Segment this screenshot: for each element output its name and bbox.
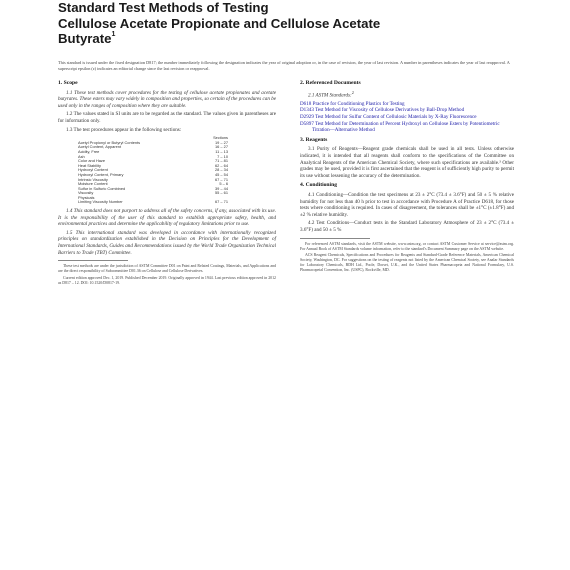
right-column [300,80,514,275]
procedure-sections: 16 – 27 [215,144,228,150]
procedure-sections: 71 – 81 [215,158,228,164]
scope-heading: 1. Scope [58,80,78,86]
procedure-name: Physicals [78,194,95,200]
reference-item [300,121,514,134]
title-line-3 [58,31,528,47]
procedures-table [78,136,228,205]
conditioning-paragraph-2: 4.2 Test Conditions—Conduct tests in the Standard Laboratory Atmosphere of 23 ± 2°C (73.4 ± 3.6°F) and 50 ± 5 % [300,220,514,233]
title-line-1: Standard Test Methods of Testing [58,0,269,15]
left-column [58,80,276,287]
footnote-astm-website: For referenced ASTM standards, visit the ASTM website, www.astm.org, or contact ASTM Customer Service at service@astm.org. For Annual Book of ASTM Standards volume information, refer to the standard's Document Summary page on the ASTM website. [300,241,514,251]
references-heading: 2. Referenced Documents [300,80,361,86]
footnote-acs-reagents: ACS Reagent Chemicals, Specifications and Procedures for Reagents and Standard-Grade Reference Materials, American Chemical Society, Washington, DC. For suggestions on the testing of reagents not listed by the American Chemical Society, see Analar Standards for Laboratory Chemicals, BDH Ltd., Poole, Dorset, U.K., and the United States Pharmacopeia and National Formulary, U.S. Pharmacopeial Convention, Inc. (USPC), Rockville, MD. [300,253,514,273]
procedure-name: Acidity, Free [78,148,100,154]
designation-notice: This standard is issued under the fixed designation D817; the number immediately following the designation indicates the year of original adoption or, in the case of revision, the year of last revision. A number in parentheses indicates the year of last reapproval. A superscript epsilon (ε) indicates an editorial change since the last revision or reapproval. [58,60,510,71]
procedure-name: Heat Stability [78,162,101,168]
procedure-name: Acetyl Content, Apparent [78,144,122,150]
references-intro-text: 2.1 ASTM Standards: [308,92,352,99]
reference-title-link[interactable]: Test Method for Viscosity of Cellulose Derivatives by Ball-Drop Method [315,107,465,114]
procedure-name: Acetyl Propionyl or Butyryl Contents [78,139,141,145]
footnote-jurisdiction: These test methods are under the jurisdiction of ASTM Committee D01 on Paint and Related Coatings, Materials, and Applications and are the direct responsibility of Subcommittee D01.36 on Cellulose and Cellulose Derivatives. [58,264,276,274]
references-intro [300,90,514,99]
reference-number-link[interactable]: D1343 [300,107,314,114]
procedures-table-body [78,141,228,205]
procedure-name: Viscosity [78,190,94,196]
procedure-name: Hydroxyl Content, Primary [78,171,124,177]
scope-paragraph-1: 1.1 These test methods cover procedures for the testing of cellulose acetate propionates and acetate butyrates. These esters may vary widely in composition and properties, so certain of the procedures can be used only in the ranges of composition where they are suitable. [58,89,276,109]
title-line-2: Cellulose Acetate Propionate and Cellulose Acetate [58,15,381,31]
conditioning-paragraph-1: 4.1 Conditioning—Condition the test specimens at 23 ± 2°C (73.4 ± 3.6°F) and 50 ± 5 % relative humidity for not less than 40 h prior to test in accordance with Procedure A of Practice D618, for those tests where conditioning is required. In cases of disagreement, the tolerances shall be ±1°C (±1.8°F) and ±2 % relative humidity. [300,192,514,218]
scope-paragraph-5: 1.5 This international standard was developed in accordance with internationally recognized principles on standardization established in the Decision on Principles for the Development of International Standards, Guides and Recommendations issued by the World Trade Organization Technical Barriers to Trade (TBT) Committee. [58,229,276,256]
reference-title-link[interactable]: Test Method for Determination of Percent Hydroxyl on Cellulose Esters by Potentiometric Titration—Alternative Method [312,120,500,134]
reference-title-link[interactable]: Test Method for Sulfur Content of Cellulosic Materials by X-Ray Fluorescence [315,114,477,121]
procedure-sections: 5 – 6 [219,181,228,187]
reference-number-link[interactable]: D618 [300,100,312,107]
reference-item [300,114,514,121]
references-intro-mark: 2 [351,89,354,95]
scope-paragraph-3: 1.3 The test procedures appear in the following sections: [66,126,182,133]
reference-number-link[interactable]: D5897 [300,120,314,127]
procedure-name: Hydroxyl Content [78,167,108,173]
reagents-heading: 3. Reagents [300,136,328,143]
scope-paragraph-2: 1.2 The values stated in SI units are to be regarded as the standard. The values given in parentheses are for information only. [58,111,276,124]
document-title [58,0,528,47]
procedure-name: Intrinsic Viscosity [78,176,108,182]
procedure-sections: 67 – 71 [215,176,228,182]
title-line-3-text: Butyrate [58,31,112,46]
procedure-row [78,200,228,205]
reference-list [300,101,514,134]
procedure-sections: 55 – 61 [215,190,228,196]
procedure-sections: 19 – 27 [215,139,228,145]
scope-paragraph-4: 1.4 This standard does not purport to address all of the safety concerns, if any, associated with its use. It is the responsibility of the user of this standard to establish appropriate safety, health, and environmental practices and determine the applicability of regulatory limitations prior to use. [58,208,276,228]
procedures-table-header: Sections [213,135,228,141]
procedure-sections: 28 – 34 [215,167,228,173]
procedure-name: Sulfur in Sulfuric Combined [78,185,126,191]
conditioning-heading: 4. Conditioning [300,182,337,189]
reagents-paragraph-1: 3.1 Purity of Reagents—Reagent grade chemicals shall be used in all tests. Unless otherwise indicated, it is intended that all reagents shall conform to the specifications of the Committee on Analytical Reagents of the American Chemical Society, where such specifications are available.³ Other grades may be used, provided it is first ascertained that the reagent is of sufficiently high purity to permit its use without lessening the accuracy of the determination. [300,146,514,179]
footnote-divider-right [300,238,370,239]
procedure-sections: 45 – 54 [215,171,228,177]
reference-number-link[interactable]: D2929 [300,114,314,121]
procedure-sections: 11 – 13 [215,148,228,154]
procedure-sections: 67 – 71 [215,199,228,205]
procedure-name: Color and Haze [78,158,106,164]
footnote-divider [58,260,128,261]
reference-title-link[interactable]: Practice for Conditioning Plastics for Testing [312,100,405,107]
title-footnote-mark: 1 [111,31,116,38]
footnote-edition: Current edition approved Dec. 1, 2019. Published December 2019. Originally approved in 1944. Last previous edition approved in 2012 as D817 – 12. DOI: 10.1520/D0817-19. [58,275,276,285]
procedure-name: Ash [78,153,85,159]
procedure-sections: 7 – 10 [217,153,228,159]
procedure-name: Limiting Viscosity Number [78,199,123,205]
procedure-sections: 39 – 44 [215,185,228,191]
procedure-sections: 62 – 64 [215,162,228,168]
procedure-name: Moisture Content [78,181,108,187]
